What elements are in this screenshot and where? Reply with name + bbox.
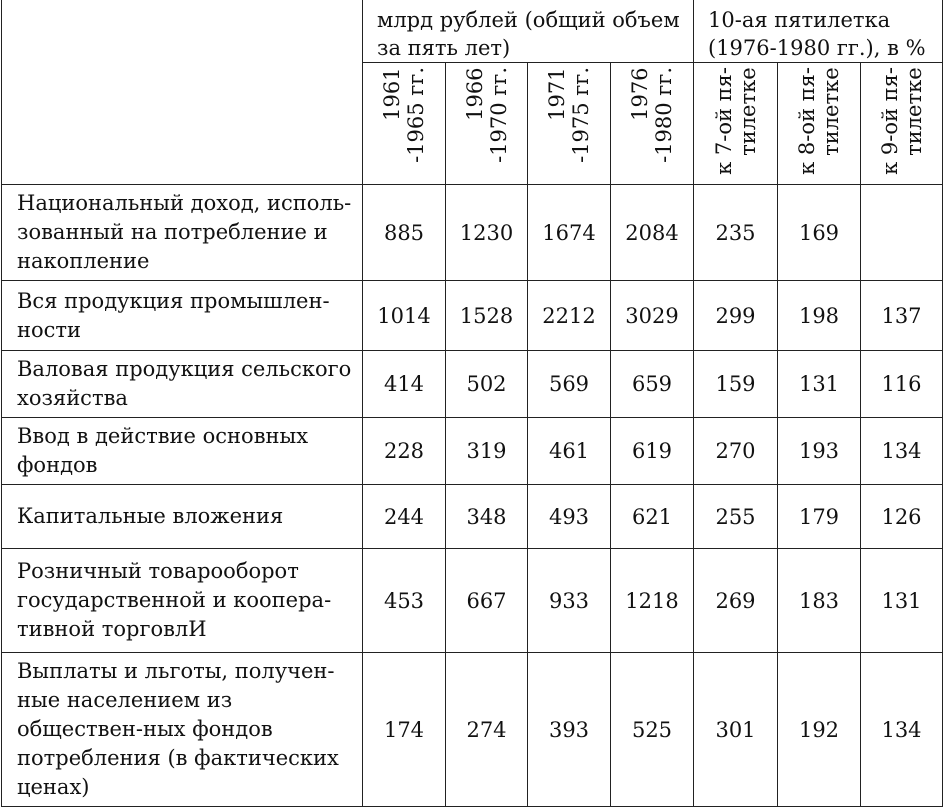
row-label: Валовая продукция сельского хозяйства	[2, 351, 363, 418]
header-col-line1: к 7-ой пя-	[711, 67, 736, 175]
header-group-percent: 10-ая пятилетка (1976-1980 гг.), в %	[694, 0, 943, 63]
header-group-volume: млрд рублей (общий объем за пять лет)	[363, 0, 694, 63]
table-cell: 274	[446, 653, 528, 807]
header-col-vs-9th	[861, 63, 943, 185]
header-col-line1: 1971	[545, 67, 569, 121]
statistics-table	[1, 0, 943, 807]
table-cell: 299	[694, 281, 778, 351]
row-label: Выплаты и льготы, получен-ные населением из обществен-ных фондов потребления (в фактических ценах)	[2, 653, 363, 807]
table-cell: 502	[446, 351, 528, 418]
table-cell: 393	[528, 653, 611, 807]
table-cell: 1230	[446, 185, 528, 281]
table-cell: 2084	[611, 185, 694, 281]
row-label: Капитальные вложения	[2, 485, 363, 549]
row-label: Вся продукция промышлен-ности	[2, 281, 363, 351]
table-cell: 667	[446, 549, 528, 653]
table-row	[2, 351, 943, 418]
row-label: Розничный товарооборот государственной и коопера-тивной торговлИ	[2, 549, 363, 653]
table-cell: 116	[861, 351, 943, 418]
table-row	[2, 418, 943, 485]
table-cell: 885	[363, 185, 446, 281]
table-cell: 198	[778, 281, 861, 351]
table-cell: 461	[528, 418, 611, 485]
table-cell: 493	[528, 485, 611, 549]
table-row	[2, 549, 943, 653]
table-cell: 319	[446, 418, 528, 485]
table-cell: 235	[694, 185, 778, 281]
table-cell: 621	[611, 485, 694, 549]
table-cell: 192	[778, 653, 861, 807]
table-cell: 131	[861, 549, 943, 653]
table-cell: 2212	[528, 281, 611, 351]
header-col-line1: к 9-ой пя-	[877, 67, 902, 175]
table-cell: 228	[363, 418, 446, 485]
header-col-vs-7th	[694, 63, 778, 185]
table-row	[2, 485, 943, 549]
header-col-1971-1975	[528, 63, 611, 185]
table-cell: 1218	[611, 549, 694, 653]
header-col-line2: -1980 гг.	[652, 67, 676, 163]
header-col-line2: тилетке	[901, 67, 926, 156]
header-col-line2: тилетке	[735, 67, 760, 156]
table-cell: 619	[611, 418, 694, 485]
table-cell: 179	[778, 485, 861, 549]
table-cell: 174	[363, 653, 446, 807]
table-cell: 131	[778, 351, 861, 418]
table-row	[2, 653, 943, 807]
header-col-line1: 1961	[380, 67, 404, 121]
table-cell: 126	[861, 485, 943, 549]
table-cell: 659	[611, 351, 694, 418]
header-col-line2: тилетке	[819, 67, 843, 156]
header-col-line2: -1975 гг.	[569, 67, 593, 163]
table-row	[2, 281, 943, 351]
table-cell: 1014	[363, 281, 446, 351]
row-label: Национальный доход, исполь-зованный на потребление и накопление	[2, 185, 363, 281]
header-col-line2: -1970 гг.	[486, 67, 511, 163]
header-col-line2: -1965 гг.	[404, 67, 428, 163]
header-col-line1: 1976	[628, 67, 652, 121]
table-cell: 301	[694, 653, 778, 807]
table-cell: 525	[611, 653, 694, 807]
table-cell: 270	[694, 418, 778, 485]
table-cell: 348	[446, 485, 528, 549]
row-label: Ввод в действие основных фондов	[2, 418, 363, 485]
table-cell: 1674	[528, 185, 611, 281]
table-cell: 569	[528, 351, 611, 418]
table-cell: 269	[694, 549, 778, 653]
table-cell: 414	[363, 351, 446, 418]
header-col-1961-1965	[363, 63, 446, 185]
table-cell: 169	[778, 185, 861, 281]
table-cell: 933	[528, 549, 611, 653]
table-cell: 255	[694, 485, 778, 549]
table-cell	[861, 185, 943, 281]
header-col-1966-1970	[446, 63, 528, 185]
header-corner-cell	[2, 0, 363, 185]
table-cell: 134	[861, 418, 943, 485]
header-col-1976-1980	[611, 63, 694, 185]
table-cell: 1528	[446, 281, 528, 351]
table-cell: 193	[778, 418, 861, 485]
header-col-line1: к 8-ой пя-	[795, 67, 819, 175]
table-cell: 453	[363, 549, 446, 653]
table-cell: 137	[861, 281, 943, 351]
table-row	[2, 185, 943, 281]
table-cell: 134	[861, 653, 943, 807]
header-col-vs-8th	[778, 63, 861, 185]
table-cell: 3029	[611, 281, 694, 351]
header-col-line1: 1966	[462, 67, 487, 121]
table-cell: 159	[694, 351, 778, 418]
table-cell: 244	[363, 485, 446, 549]
table-cell: 183	[778, 549, 861, 653]
